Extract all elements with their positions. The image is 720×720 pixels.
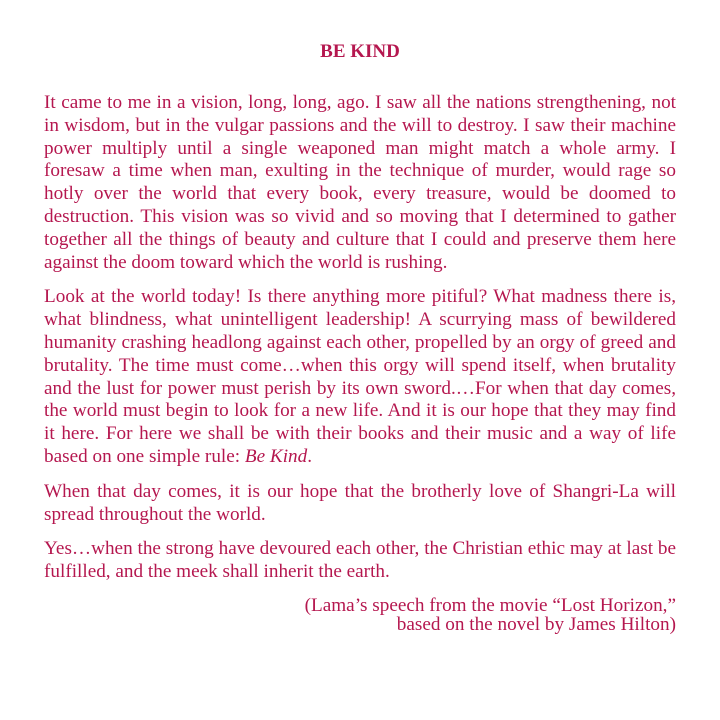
- paragraph-world-today-text: Look at the world today! Is there anything more pitiful? What madness there is, what blindness, what unintelligent leadership! A scurrying mass of bewildered humanity crashing headlong against each other, propelled by an orgy of greed and brutality. The time must come…when this orgy will spend itself, when brutality and the lust for power must perish by its own sword.…For when that day comes, the world must begin to look for a new life. And it is our hope that they may find it here. For here we shall be with their books and their music and a way of life based on one simple rule:: [44, 286, 676, 467]
- document-title: BE KIND: [320, 41, 400, 62]
- paragraph-world-today-tail: .: [307, 445, 313, 467]
- citation-line-2: based on the novel by James Hilton): [396, 613, 676, 635]
- citation-line-1: (Lama’s speech from the movie “Lost Horizon,”: [304, 594, 676, 616]
- paragraph-world-today: [44, 286, 676, 468]
- be-kind-emphasis: Be Kind: [244, 445, 308, 467]
- document-page: [44, 40, 676, 634]
- paragraph-vision: It came to me in a vision, long, long, ago. I saw all the nations strengthening, not in wisdom, but in the vulgar passions and the will to destroy. I saw their machine power multiply until a single weaponed man might match a whole army. I foresaw a time when man, exulting in the technique of murder, would rage so hotly over the world that every book, every treasure, would be doomed to destruction. This vision was so vivid and so moving that I determined to gather together all the things of beauty and culture that I could and preserve them here against the doom toward which the world is rushing.: [44, 92, 676, 273]
- paragraph-shangri-la: When that day comes, it is our hope that the brotherly love of Shangri-La will spread throughout the world.: [44, 480, 676, 525]
- paragraph-meek-inherit: Yes…when the strong have devoured each other, the Christian ethic may at last be fulfilled, and the meek shall inherit the earth.: [44, 538, 676, 583]
- citation: [44, 596, 676, 634]
